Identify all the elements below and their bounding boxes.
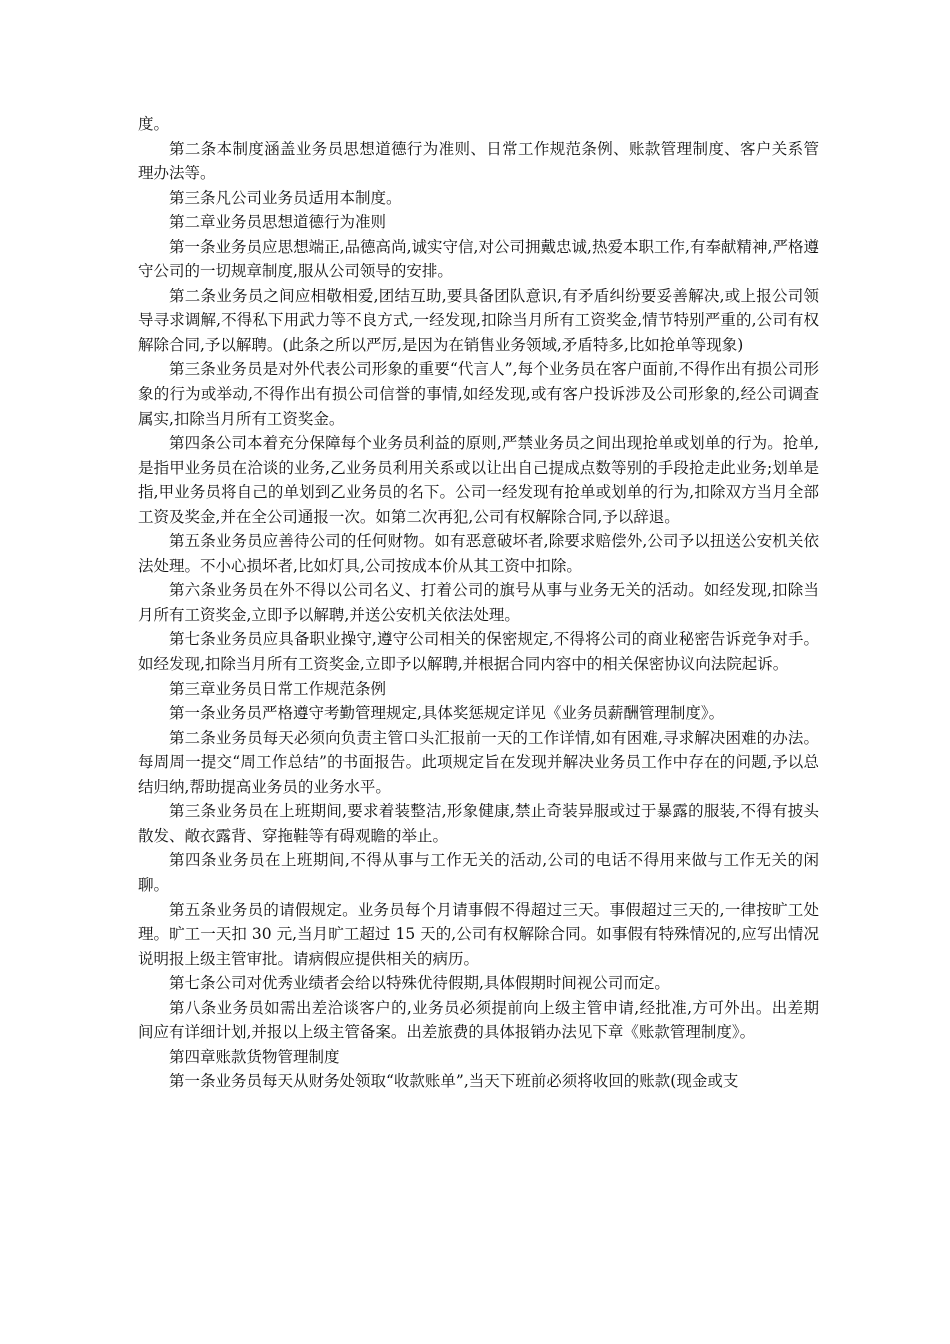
chapter-4-heading: 第四章账款货物管理制度 (169, 1047, 340, 1066)
paragraph-ch3-article-4: 第四条业务员在上班期间,不得从事与工作无关的活动,公司的电话不得用来做与工作无关的闲聊。 (138, 851, 819, 894)
paragraph-ch2-article-1: 第一条业务员应思想端正,品德高尚,诚实守信,对公司拥戴忠诚,热爱本职工作,有奉献精神,严格遵守公司的一切规章制度,服从公司领导的安排。 (138, 237, 819, 281)
paragraph-ch3-article-3: 第三条业务员在上班期间,要求着装整洁,形象健康,禁止奇装异服或过于暴露的服装,不得有披头散发、敞衣露背、穿拖鞋等有碍观瞻的举止。 (138, 802, 819, 845)
paragraph-ch3-article-7: 第七条公司对优秀业绩者会给以特殊优待假期,具体假期时间视公司而定。 (169, 974, 670, 993)
paragraph-ch3-article-5: 第五条业务员的请假规定。业务员每个月请事假不得超过三天。事假超过三天的,一律按旷工处理。旷工一天扣 30 元,当月旷工超过 15 天的,公司有权解除合同。如事假有特殊情况的,应写出情况说明报上级主管审批。请病假应提供相关的病历。 (138, 900, 819, 968)
paragraph-ch2-article-5: 第五条业务员应善待公司的任何财物。如有恶意破坏者,除要求赔偿外,公司予以扭送公安机关依法处理。不小心损坏者,比如灯具,公司按成本价从其工资中扣除。 (138, 532, 819, 575)
paragraph-ch3-article-8: 第八条业务员如需出差洽谈客户的,业务员必须提前向上级主管申请,经批准,方可外出。出差期间应有详细计划,并报以上级主管备案。出差旅费的具体报销办法见下章《账款管理制度》。 (138, 998, 819, 1042)
paragraph-ch4-article-1: 第一条业务员每天从财务处领取“收款账单”,当天下班前必须将收回的账款(现金或支 (169, 1072, 739, 1091)
paragraph-article-2-scope: 第二条本制度涵盖业务员思想道德行为准则、日常工作规范条例、账款管理制度、客户关系管理办法等。 (138, 139, 819, 183)
chapter-3-heading: 第三章业务员日常工作规范条例 (169, 679, 387, 698)
paragraph-ch2-article-6: 第六条业务员在外不得以公司名义、打着公司的旗号从事与业务无关的活动。如经发现,扣除当月所有工资奖金,立即予以解聘,并送公安机关依法处理。 (138, 581, 819, 624)
paragraph-continuation: 度。 (138, 115, 170, 133)
document-body (138, 112, 819, 1094)
paragraph-ch2-article-4: 第四条公司本着充分保障每个业务员利益的原则,严禁业务员之间出现抢单或划单的行为。抢单,是指甲业务员在洽谈的业务,乙业务员利用关系或以让出自己提成点数等别的手段抢走此业务;划单是指,甲业务员将自己的单划到乙业务员的名下。公司一经发现有抢单或划单的行为,扣除双方当月全部工资及奖金,并在全公司通报一次。如第二次再犯,公司有权解除合同,予以辞退。 (138, 434, 819, 526)
paragraph-article-3-applicability: 第三条凡公司业务员适用本制度。 (169, 188, 402, 207)
paragraph-ch3-article-2: 第二条业务员每天必须向负责主管口头汇报前一天的工作详情,如有困难,寻求解决困难的办法。每周周一提交“周工作总结”的书面报告。此项规定旨在发现并解决业务员工作中存在的问题,予以总结归纳,帮助提高业务员的业务水平。 (138, 728, 819, 796)
paragraph-ch2-article-3: 第三条业务员是对外代表公司形象的重要“代言人”,每个业务员在客户面前,不得作出有损公司形象的行为或举动,不得作出有损公司信誉的事情,如经发现,或有客户投诉涉及公司形象的,经公司调查属实,扣除当月所有工资奖金。 (138, 360, 819, 428)
paragraph-ch2-article-2: 第二条业务员之间应相敬相爱,团结互助,要具备团队意识,有矛盾纠纷要妥善解决,或上报公司领导寻求调解,不得私下用武力等不良方式,一经发现,扣除当月所有工资奖金,情节特别严重的,公司有权解除合同,予以解聘。(此条之所以严厉,是因为在销售业务领域,矛盾特多,比如抢单等现象) (138, 286, 819, 354)
paragraph-ch2-article-7: 第七条业务员应具备职业操守,遵守公司相关的保密规定,不得将公司的商业秘密告诉竞争对手。如经发现,扣除当月所有工资奖金,立即予以解聘,并根据合同内容中的相关保密协议向法院起诉。 (138, 630, 819, 674)
paragraph-ch3-article-1: 第一条业务员严格遵守考勤管理规定,具体奖惩规定详见《业务员薪酬管理制度》。 (169, 704, 725, 723)
chapter-2-heading: 第二章业务员思想道德行为准则 (169, 213, 387, 232)
